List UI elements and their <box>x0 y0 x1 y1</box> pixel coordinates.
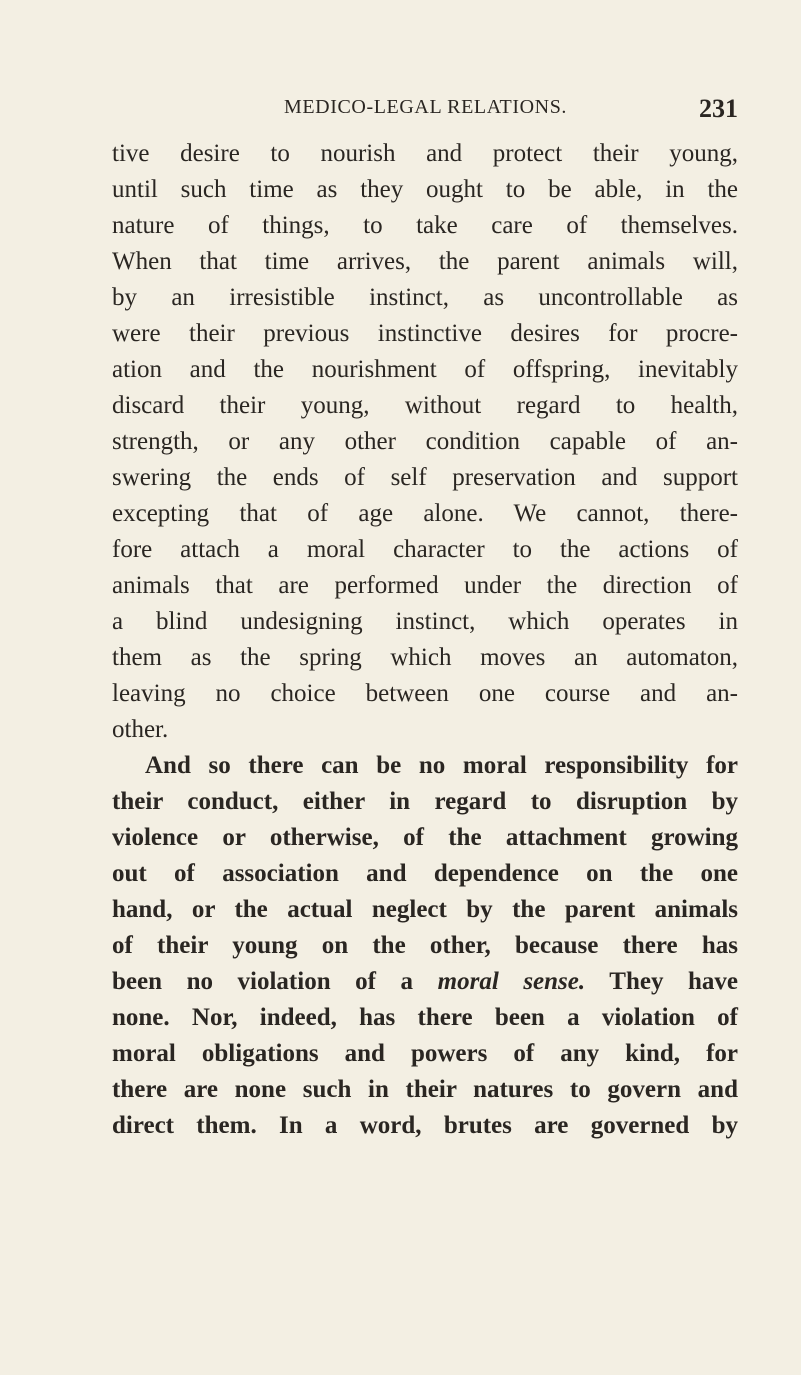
text-line: were their previous instinctive desires for procre- <box>112 320 738 347</box>
text-line: nature of things, to take care of themselves. <box>112 212 738 239</box>
text-line: violence or otherwise, of the attachment growing <box>112 824 738 851</box>
text-line: their conduct, either in regard to disruption by <box>112 788 738 815</box>
text-line: by an irresistible instinct, as uncontrollable as <box>112 284 738 311</box>
text-line: other. <box>112 716 169 743</box>
text-line: discard their young, without regard to health, <box>112 392 738 419</box>
text-line: And so there can be no moral responsibility for <box>145 752 738 779</box>
text-line: until such time as they ought to be able, in the <box>112 176 738 203</box>
text-line: out of association and dependence on the one <box>112 860 738 887</box>
text-line: When that time arrives, the parent animals will, <box>112 248 738 275</box>
text-line: strength, or any other condition capable of an- <box>112 428 738 455</box>
body-text <box>112 136 738 1144</box>
text-line: animals that are performed under the direction of <box>112 572 738 599</box>
text-line: them as the spring which moves an automaton, <box>112 644 738 671</box>
paragraph <box>112 136 738 748</box>
text-line: ation and the nourishment of offspring, inevitably <box>112 356 738 383</box>
text-fragment: been no violation of a <box>112 968 414 995</box>
text-line: of their young on the other, because there has <box>112 932 738 959</box>
text-line: moral obligations and powers of any kind, for <box>112 1040 738 1067</box>
paragraph <box>112 748 738 1144</box>
text-fragment: They have <box>609 968 739 995</box>
page-number: 231 <box>699 94 738 123</box>
text-line: excepting that of age alone. We cannot, there- <box>112 500 738 527</box>
text-line: there are none such in their natures to govern and <box>112 1076 738 1103</box>
text-line: a blind undesigning instinct, which operates in <box>112 608 738 635</box>
emphasized-phrase: moral sense. <box>437 968 586 995</box>
text-line: fore attach a moral character to the actions of <box>112 536 738 563</box>
text-line: leaving no choice between one course and an- <box>112 680 738 707</box>
text-line: direct them. In a word, brutes are governed by <box>112 1112 738 1139</box>
text-line: none. Nor, indeed, has there been a violation of <box>112 1004 738 1031</box>
text-line-with-emphasis <box>112 964 738 1000</box>
running-header <box>113 94 738 126</box>
running-title: MEDICO-LEGAL RELATIONS. <box>283 96 568 118</box>
text-line: swering the ends of self preservation and support <box>112 464 738 491</box>
text-line: tive desire to nourish and protect their young, <box>112 140 738 167</box>
text-line: hand, or the actual neglect by the parent animals <box>112 896 738 923</box>
